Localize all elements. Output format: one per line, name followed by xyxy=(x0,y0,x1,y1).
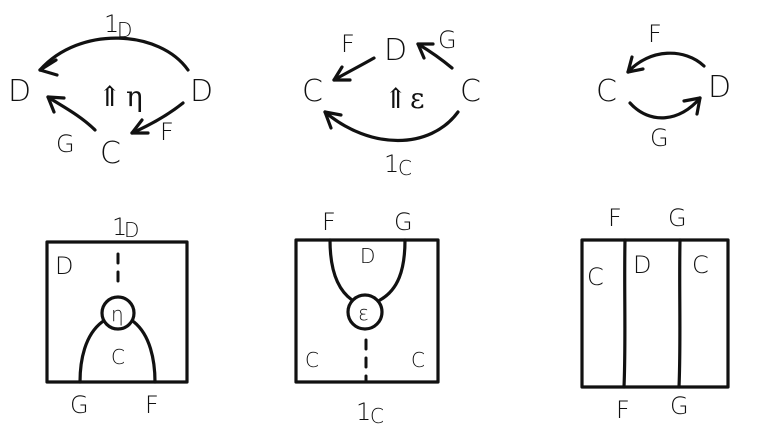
adjunction-f-label: F xyxy=(648,20,662,48)
unit-g-label: G xyxy=(56,130,75,158)
counit-string-bottom-subscript: C xyxy=(370,404,384,428)
unit-identity-arrow xyxy=(40,38,188,70)
identity-string-f-wire xyxy=(624,240,625,387)
adjunction-g-label: G xyxy=(650,124,669,152)
identity-string-region-right: C xyxy=(692,251,709,279)
identity-string-region-left: C xyxy=(587,263,604,291)
unit-string-top-label: 1 xyxy=(112,213,128,241)
unit-two-cell-arrow: ⇑ xyxy=(98,80,122,113)
identity-string-bottom-right: G xyxy=(670,392,689,420)
counit-identity-subscript: C xyxy=(398,156,412,180)
identity-string-diagram xyxy=(582,204,728,424)
identity-string-top-right: G xyxy=(668,204,687,232)
unit-string-node-label: η xyxy=(111,302,124,326)
identity-string-g-wire xyxy=(679,240,680,387)
counit-identity-arrow xyxy=(325,112,458,141)
unit-string-top-subscript: D xyxy=(124,218,140,242)
counit-string-region-inner: D xyxy=(360,244,376,268)
identity-string-region-middle: D xyxy=(633,251,652,279)
unit-object-left: D xyxy=(8,74,32,109)
unit-string-region-inner: C xyxy=(111,345,125,369)
counit-f-label: F xyxy=(341,30,355,58)
unit-object-right: D xyxy=(190,74,214,109)
unit-g-arrow xyxy=(48,97,95,130)
counit-string-region-right: C xyxy=(411,348,425,372)
unit-two-cell-name: η xyxy=(126,80,143,113)
counit-string-diagram xyxy=(296,208,438,428)
counit-object-top: D xyxy=(384,33,408,68)
identity-string-bottom-left: F xyxy=(616,396,630,424)
counit-object-right: C xyxy=(460,74,481,109)
counit-string-f-wire xyxy=(330,240,352,300)
adjunction-diagram xyxy=(596,20,731,152)
counit-string-region-left: C xyxy=(305,348,319,372)
unit-string-bottom-right: F xyxy=(145,391,159,419)
counit-string-node-label: ε xyxy=(358,301,369,325)
unit-identity-label: 1 xyxy=(104,10,120,38)
unit-string-g-wire xyxy=(80,322,102,382)
adjunction-object-right: D xyxy=(708,70,732,105)
counit-string-g-wire xyxy=(380,240,405,300)
counit-identity-label: 1 xyxy=(384,150,400,178)
unit-string-bottom-left: G xyxy=(70,391,89,419)
counit-string-bottom-label: 1 xyxy=(356,398,372,426)
adjunction-object-left: C xyxy=(596,74,617,109)
unit-identity-subscript: D xyxy=(117,18,133,42)
counit-string-top-right: G xyxy=(394,208,413,236)
unit-string-region-outer: D xyxy=(55,252,74,280)
unit-string-diagram xyxy=(47,213,187,419)
identity-string-top-left: F xyxy=(608,204,622,232)
counit-g-label: G xyxy=(438,26,457,54)
counit-string-top-left: F xyxy=(322,208,336,236)
counit-two-cell-name: ε xyxy=(410,82,425,115)
unit-object-bottom: C xyxy=(100,136,121,171)
counit-object-left: C xyxy=(302,74,323,109)
counit-commutative-diagram xyxy=(302,26,481,180)
unit-commutative-diagram xyxy=(8,10,213,171)
unit-string-f-wire xyxy=(134,322,155,382)
unit-f-label: F xyxy=(160,118,174,146)
counit-two-cell-arrow: ⇑ xyxy=(384,82,408,115)
